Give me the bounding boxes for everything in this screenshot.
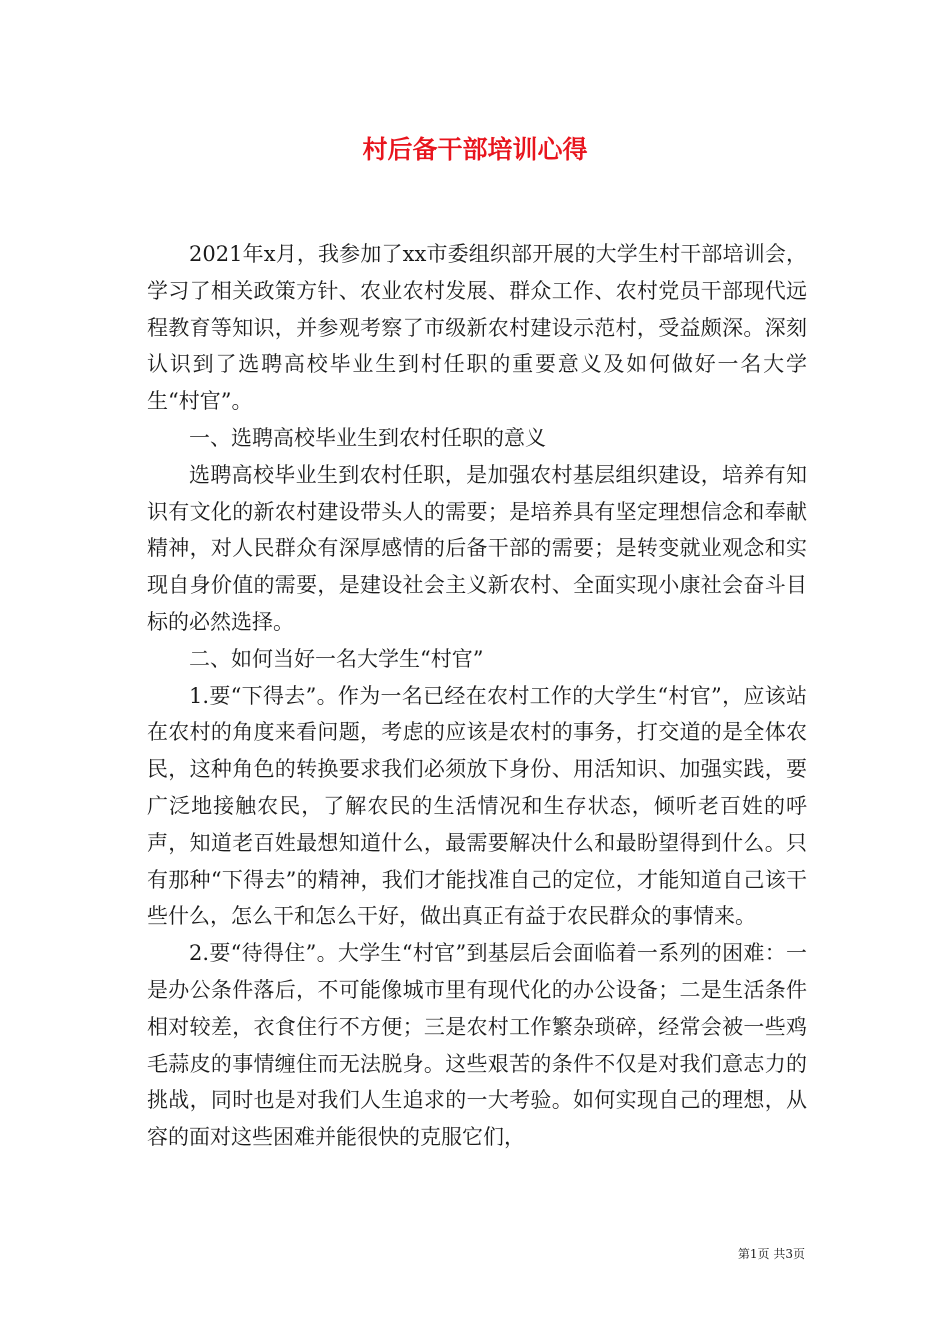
section-1-paragraph: 选聘高校毕业生到农村任职，是加强农村基层组织建设，培养有知识有文化的新农村建设带头人的需要；是培养具有坚定理想信念和奉献精神，对人民群众有深厚感情的后备干部的需要；是转变就业观念和实现自身价值的需要，是建设社会主义新农村、全面实现小康社会奋斗目标的必然选择。: [147, 462, 807, 634]
document-title: 村后备干部培训心得: [362, 135, 588, 164]
section-heading-2: 二、如何当好一名大学生“村官”: [189, 646, 484, 671]
document-body: [147, 236, 807, 1156]
point-2-paragraph: 2.要“待得住”。大学生“村官”到基层后会面临着一系列的困难：一是办公条件落后，不可能像城市里有现代化的办公设备；二是生活条件相对较差，衣食住行不方便；三是农村工作繁杂琐碎，经常会被一些鸡毛蒜皮的事情缠住而无法脱身。这些艰苦的条件不仅是对我们意志力的挑战，同时也是对我们人生追求的一大考验。如何实现自己的理想，从容的面对这些困难并能很快的克服它们，: [147, 941, 807, 1150]
page-number: 第1页 共3页: [737, 1247, 805, 1261]
section-heading-1: 一、选聘高校毕业生到农村任职的意义: [189, 425, 546, 450]
intro-paragraph: 2021年x月，我参加了xx市委组织部开展的大学生村干部培训会，学习了相关政策方针、农业农村发展、群众工作、农村党员干部现代远程教育等知识，并参观考察了市级新农村建设示范村，受益颇深。深刻认识到了选聘高校毕业生到村任职的重要意义及如何做好一名大学生“村官”。: [147, 242, 807, 414]
point-1-paragraph: 1.要“下得去”。作为一名已经在农村工作的大学生“村官”，应该站在农村的角度来看问题，考虑的应该是农村的事务，打交道的是全体农民，这种角色的转换要求我们必须放下身份、用活知识、加强实践，要广泛地接触农民，了解农民的生活情况和生存状态，倾听老百姓的呼声，知道老百姓最想知道什么，最需要解决什么和最盼望得到什么。只有那种“下得去”的精神，我们才能找准自己的定位，才能知道自己该干些什么，怎么干和怎么干好，做出真正有益于农民群众的事情来。: [147, 683, 807, 929]
